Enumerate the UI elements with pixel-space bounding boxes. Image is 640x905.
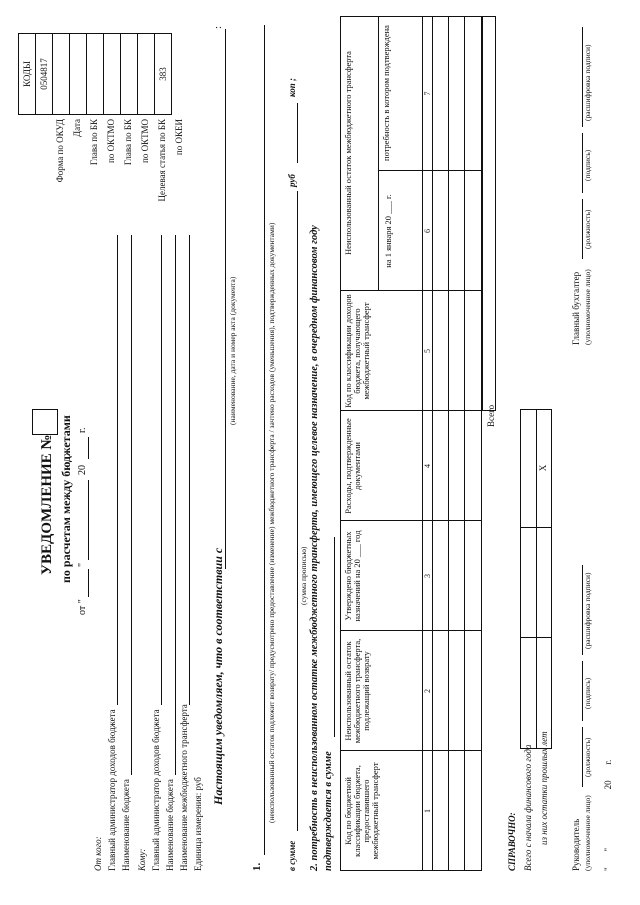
item1-line[interactable] xyxy=(264,25,265,855)
code-target-article[interactable] xyxy=(138,34,155,115)
accountant-position-hint: (должность) xyxy=(583,209,592,249)
accountant-decode-hint: (расшифровка подписи) xyxy=(583,44,592,121)
accountant-role: Главный бухгалтер xyxy=(571,271,581,345)
col-num-5: 5 xyxy=(423,349,432,353)
notify-colon: : xyxy=(212,25,224,29)
sign-date-line: " " 20 г. xyxy=(603,759,613,871)
col-num-6: 6 xyxy=(423,229,432,233)
item1-kop: коп ; xyxy=(287,78,297,97)
notify-heading: Настоящим уведомляем, что в соответствии с xyxy=(211,547,225,805)
date-year-line[interactable] xyxy=(88,437,89,459)
code-oktmo-2[interactable] xyxy=(121,34,138,115)
to-budget-label: Наименование бюджета xyxy=(165,779,175,871)
item1-sum-label: в сумме xyxy=(287,840,297,871)
to-heading: Кому: xyxy=(137,848,147,871)
label-glava-bk-1: Глава по БК xyxy=(89,119,99,166)
col-header-unused-return: Неиспользованный остаток межбюджетного трансферта, подлежащий возврату xyxy=(343,638,371,744)
label-target-article: Целевая статья по БК xyxy=(157,119,167,202)
notice-title: УВЕДОМЛЕНИЕ № xyxy=(39,434,55,575)
item1-number: 1. xyxy=(251,862,263,871)
from-heading: От кого: xyxy=(93,836,103,871)
date-year-prefix: 20 xyxy=(77,465,88,475)
code-okud: 0504817 xyxy=(36,34,53,115)
to-admin-label: Главный администратор доходов бюджета xyxy=(151,709,161,871)
unit-label: Единица измерения: руб xyxy=(193,777,203,871)
label-oktmo-2: по ОКТМО xyxy=(140,119,150,163)
col-subheader-jan1: на 1 января 20 ___ г. xyxy=(383,194,393,268)
reference-line2: из них остатки прошлых лет xyxy=(539,731,549,845)
reference-x-mark: X xyxy=(538,464,548,472)
item1-caption: (неиспользованный остаток подлежит возврату/ предусмотрено предоставление (изменение) межбюджетного трансферта / зачтено расходов (уменьшения), подтвержденных документами) xyxy=(267,222,276,823)
notice-subtitle: по расчетам между бюджетами xyxy=(59,415,73,583)
total-label: Всего xyxy=(486,404,496,427)
col-num-2: 2 xyxy=(423,689,432,693)
from-budget-line[interactable] xyxy=(131,235,132,775)
code-oktmo-1[interactable] xyxy=(87,34,104,115)
date-quote: " xyxy=(77,562,88,567)
label-okei: по ОКЕИ xyxy=(174,119,184,156)
col-num-4: 4 xyxy=(423,464,432,468)
to-admin-line[interactable] xyxy=(161,235,162,705)
code-glava-bk-2[interactable] xyxy=(104,34,121,115)
label-okud: Форма по ОКУД xyxy=(55,119,65,183)
code-okei: 383 xyxy=(155,34,172,115)
item2-sum-line[interactable] xyxy=(334,537,335,737)
label-date: Дата xyxy=(72,119,82,137)
to-budget-line[interactable] xyxy=(175,235,176,775)
code-date[interactable] xyxy=(53,34,70,115)
accountant-signature-hint: (подпись) xyxy=(583,149,592,181)
col-header-expenses: Расходы, подтвержденные документами xyxy=(343,418,362,514)
notify-doc-hint: (наименование, дата и номер акта (документа) xyxy=(228,276,237,425)
main-table xyxy=(340,16,482,871)
item1-sum-line[interactable] xyxy=(297,191,298,831)
reference-heading: СПРАВОЧНО: xyxy=(507,812,517,871)
head-hint: (уполномоченное лицо) xyxy=(583,795,592,871)
col-header-unused-balance: Неиспользованный остаток межбюджетного трансферта xyxy=(343,51,353,255)
from-admin-line[interactable] xyxy=(117,235,118,705)
date-prefix: от " xyxy=(77,599,88,615)
reference-table xyxy=(520,409,552,749)
date-year-suffix: г. xyxy=(77,427,88,433)
from-budget-label: Наименование бюджета xyxy=(121,779,131,871)
head-role: Руководитель xyxy=(571,818,581,871)
col-header-approved: Утверждено бюджетных назначений на 20 ___ год xyxy=(343,530,362,622)
head-signature-hint: (подпись) xyxy=(583,677,592,709)
notify-doc-line[interactable] xyxy=(225,29,226,569)
transfer-label: Наименование межбюджетного трансферта xyxy=(179,704,189,871)
item2-line1: 2. потребность в неиспользованном остатке межбюджетного трансферта, имеющего целевое назначение, в очередном финансовом году xyxy=(309,225,320,871)
codes-header: КОДЫ xyxy=(19,34,36,115)
item1-sum-hint: (сумма прописью) xyxy=(299,546,308,605)
date-month-line[interactable] xyxy=(88,480,89,560)
item2-line2: подтверждается в сумме xyxy=(323,751,334,871)
code-glava-bk-1[interactable] xyxy=(70,34,87,115)
date-day-line[interactable] xyxy=(88,569,89,597)
accountant-hint: (уполномоченное лицо) xyxy=(583,269,592,345)
label-glava-bk-2: Глава по БК xyxy=(123,119,133,166)
label-oktmo-1: по ОКТМО xyxy=(106,119,116,163)
col-subheader-confirmed: потребность в котором подтверждена xyxy=(381,25,391,161)
transfer-line[interactable] xyxy=(189,235,190,705)
col-header-income-code: Код по классификации доходов бюджета, получающего межбюджетный трансферт xyxy=(343,294,371,408)
head-position-hint: (должность) xyxy=(583,737,592,777)
from-admin-label: Главный администратор доходов бюджета xyxy=(107,709,117,871)
head-decode-hint: (расшифровка подписи) xyxy=(583,572,592,649)
item1-rub: руб xyxy=(287,174,297,187)
codes-table xyxy=(18,33,172,115)
col-num-1: 1 xyxy=(423,809,432,813)
item1-rub-line[interactable] xyxy=(297,103,298,163)
col-header-bk-code: Код по бюджетной классификации бюджета, предоставившего межбюджетный трансферт xyxy=(343,762,380,860)
col-num-7: 7 xyxy=(423,91,432,96)
col-num-3: 3 xyxy=(423,574,432,578)
total-row[interactable] xyxy=(482,16,496,411)
notice-number-box[interactable] xyxy=(32,409,58,435)
reference-line1: Всего с начала финансового года xyxy=(523,744,533,871)
